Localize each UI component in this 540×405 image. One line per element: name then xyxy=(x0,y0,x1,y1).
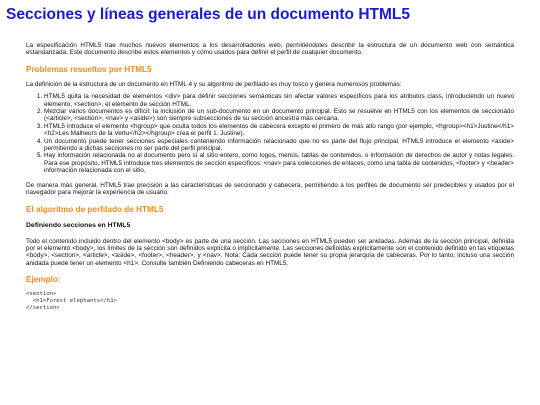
intro-paragraph: La especificación HTML5 trae muchos nuevos elementos a los desarrolladores web, permitiéndoles describir la estructura de un documento web con semántica estandarizada. Este documento describe estos elementos y cómo usarlos para definir el perfil de cualquier documento. xyxy=(26,42,514,57)
section-heading-example: Ejemplo: xyxy=(26,275,61,285)
document-body xyxy=(26,42,514,312)
list-item: 3. HTML5 introduce el elemento <hgroup> que oculta todos los elementos de cabecera excepto el primero de más alto rango (por ejemplo, <hgroup><h1>Justine</h1><h2>Les Malheurs de la Vertu</h2></hgroup> crea el perfil 1. Justine). xyxy=(44,123,514,138)
page-title: Secciones y líneas generales de un documento HTML5 xyxy=(6,6,410,23)
problems-outro-paragraph: De manera más general, HTML5 trae precisión a las características de seccionado y cabecera, permitiendo a los perfiles de documento ser predecibles y usados por el navegador para mejorar la experiencia de usuario. xyxy=(26,181,514,197)
algorithm-body-paragraph: Todo el contenido incluido dentro del elemento <body> es parte de una sección. Las secciones en HTML5 pueden ser anidadas. Además de la sección principal, definida por el elemento <body>, los límites de la sección son definidos explícita o implícitamente. Las secciones definidas explícitamente son el contenido definido en las etiquetas <body>, <section>, <article>, <aside>, <footer>, <header>, y <nav>. Nota: Cada sección puede tener su propia jerarquía de cabeceras. Por lo tanto, incluso una sección anidada puede tener un elemento <h1>. Consulte también Definiendo cabeceras en HTML5. xyxy=(26,237,514,267)
problems-list xyxy=(26,93,514,174)
list-item: 4. Un documento puede tener secciones especiales conteniendo información relacionado que no es parte del flujo principal. HTML5 introduce el elemento <aside> permitiendo a dichas secciones no ser parte del perfil principal. xyxy=(44,138,514,153)
list-item: 5. Hay información relacionada no al documento pero sí al sitio entero, como logos, menús, tablas de contenidos, o información de derechos de autor y notas legales. Para ese propósito, HTML5 introduce tres elementos de sección específicos: <nav> para colecciones de enlaces, como una tabla de contenidos, <footer> y <header> información relacionada con el sitio. xyxy=(44,152,514,174)
list-item: 1. HTML5 quita la necesidad de elementos <div> para definir secciones semánticas sin afectar valores específicos para los atributos class, introduciendo un nuevo elemento, <section>, el elemento de sección HTML. xyxy=(44,93,514,108)
section-heading-algorithm: El algoritmo de perfilado de HTML5 xyxy=(26,204,164,214)
subheading-defining-sections: Definiendo secciones en HTML5 xyxy=(26,221,131,229)
example-code-block: <section> <h1>Forest elephants</h1> </section> xyxy=(26,291,117,312)
problems-intro-paragraph: La definición de la estructura de un documento en HTML 4 y su algoritmo de perfilado es muy tosco y genera numerosos problemas: xyxy=(26,80,402,88)
section-heading-problems: Problemas resueltos por HTML5 xyxy=(26,64,152,74)
list-item: 2. Mezclar varios documentos es difícil: la inclusión de un sub-documento en un documento principal. Esto se resuelve en HTML5 con los elementos de seccionado (<article>, <section>, <nav> y <aside>) son siempre subsecciones de su sección ancestra más cercana. xyxy=(44,108,514,123)
